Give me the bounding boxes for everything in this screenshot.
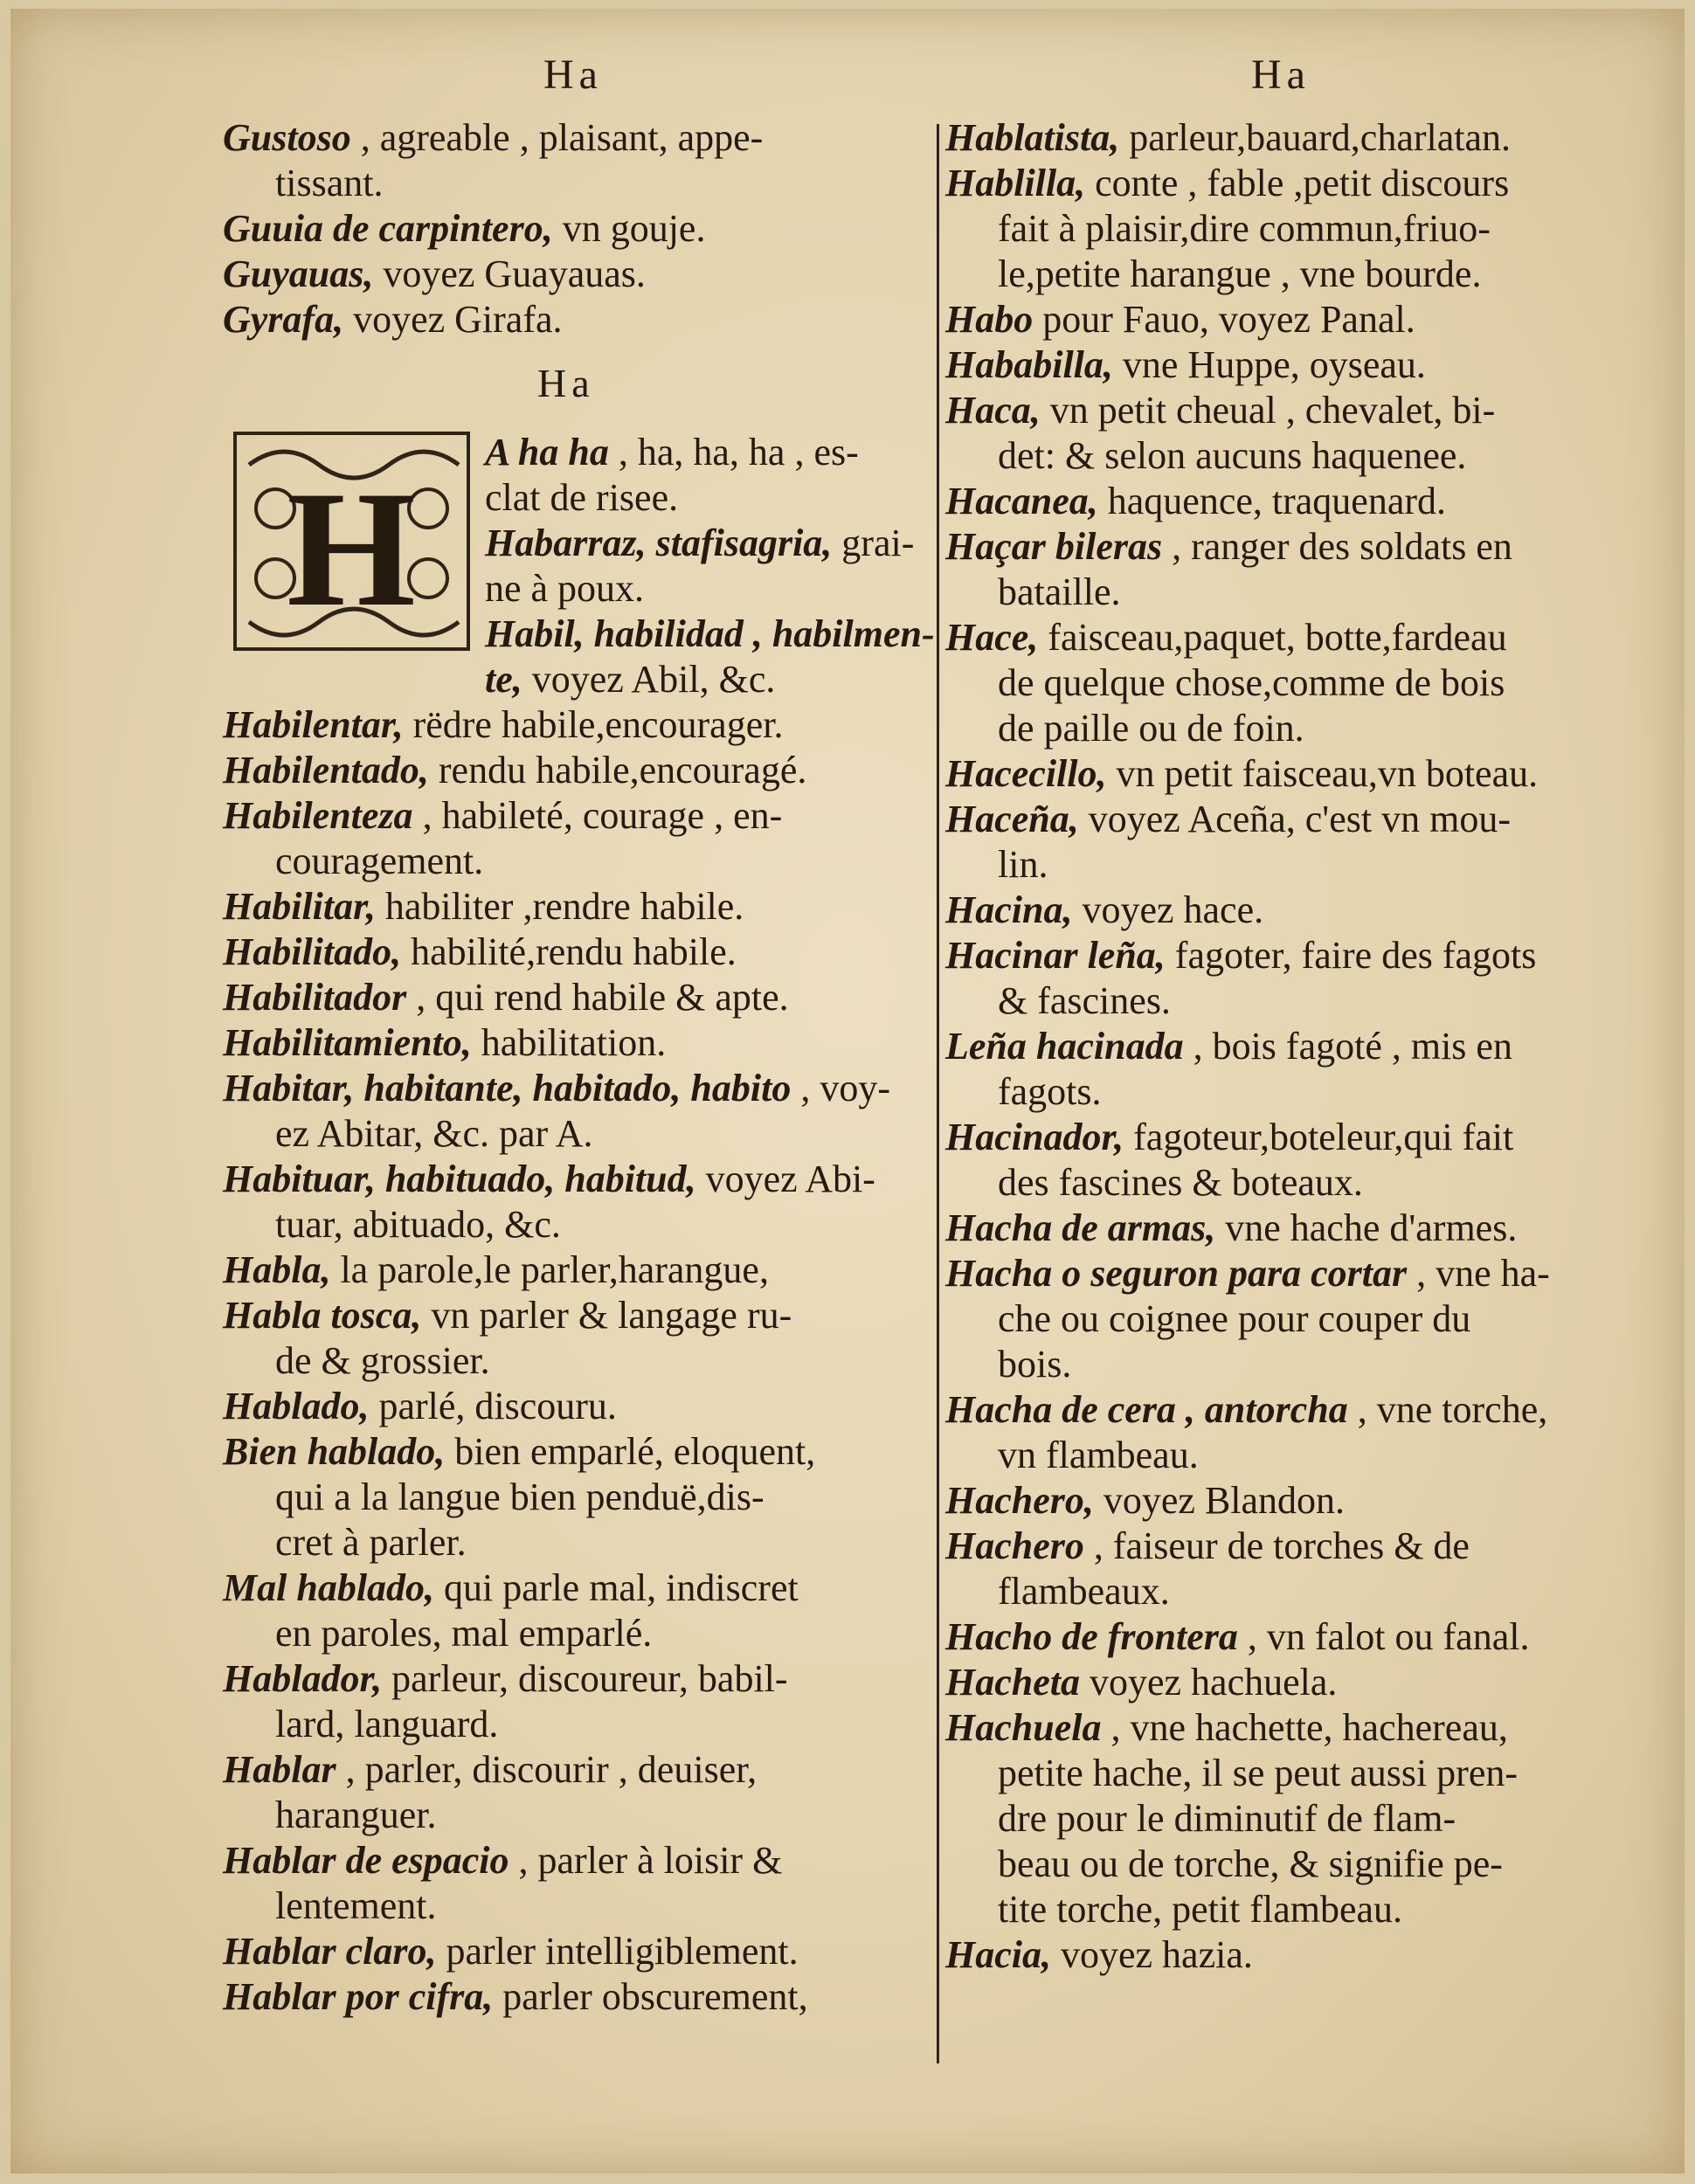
definition: voyez Blandon. xyxy=(1103,1479,1346,1522)
headword: Hachero, xyxy=(945,1479,1094,1522)
definition: de quelque chose,comme de bois xyxy=(998,661,1505,704)
headword: Guuia de carpintero, xyxy=(223,207,553,250)
headword: Hacheta xyxy=(945,1661,1080,1704)
headword: Habla tosca, xyxy=(223,1294,422,1337)
entry-line xyxy=(945,115,1511,161)
entry-line xyxy=(223,1929,799,1974)
entry-line xyxy=(945,1251,1550,1296)
entry-line xyxy=(945,1069,1102,1115)
entry-line xyxy=(223,1157,875,1202)
entry-line xyxy=(223,1338,490,1384)
entry-line xyxy=(223,793,782,839)
entry-line xyxy=(945,1160,1363,1206)
definition: rendu habile,encouragé. xyxy=(438,749,807,791)
entry-line xyxy=(945,978,1171,1024)
definition: det: & selon aucuns haquenee. xyxy=(998,434,1467,477)
headword: Habil, habilidad , habilmen- xyxy=(485,612,935,655)
definition: vn parler & langage ru- xyxy=(431,1294,792,1337)
definition: vn gouje. xyxy=(562,207,706,250)
definition: de paille ou de foin. xyxy=(998,707,1304,750)
headword: Hablar por cifra, xyxy=(223,1975,494,2018)
definition: conte , fable ,petit discours xyxy=(1095,162,1510,204)
definition: dre pour le diminutif de flam- xyxy=(998,1797,1456,1840)
headword: te, xyxy=(485,658,522,701)
entry-line xyxy=(223,115,763,161)
headword: Haceña, xyxy=(945,798,1079,840)
headword: Haca, xyxy=(945,389,1041,432)
entry-line xyxy=(223,1520,467,1565)
definition: haranguer. xyxy=(275,1794,437,1836)
headword: Gustoso xyxy=(223,116,351,159)
entry-line xyxy=(223,1883,437,1929)
entry-line xyxy=(945,797,1511,842)
entry-line xyxy=(945,161,1509,206)
entry-line xyxy=(223,161,383,206)
headword: Hacha de cera , antorcha xyxy=(945,1388,1348,1431)
definition: , vne hachette, hachereau, xyxy=(1110,1706,1508,1749)
definition: ne à poux. xyxy=(485,567,645,610)
headword: Bien hablado, xyxy=(223,1430,446,1473)
definition: , vne torche, xyxy=(1357,1388,1548,1431)
entry-line xyxy=(945,388,1495,433)
entry-line xyxy=(223,1475,764,1520)
headword: Hacecillo, xyxy=(945,752,1107,795)
entry-line xyxy=(945,706,1304,751)
definition: le,petite harangue , vne bourde. xyxy=(998,252,1482,295)
entry-line xyxy=(945,1342,1071,1387)
definition: rëdre habile,encourager. xyxy=(412,703,784,746)
definition: , vne ha- xyxy=(1416,1252,1550,1295)
headword: Mal hablado, xyxy=(223,1566,435,1609)
definition: couragement. xyxy=(275,840,484,882)
definition: bataille. xyxy=(998,570,1121,613)
svg-text:H: H xyxy=(287,458,416,641)
entry-line xyxy=(223,975,789,1020)
definition: , ha, ha, ha , es- xyxy=(618,431,859,473)
headword: Hachero xyxy=(945,1524,1084,1567)
entry-line xyxy=(945,1433,1199,1478)
definition: flambeaux. xyxy=(998,1570,1170,1613)
ornamental-initial xyxy=(232,430,472,653)
headword: Habilitar, xyxy=(223,885,376,928)
definition: , habileté, courage , en- xyxy=(422,794,783,837)
entry-line xyxy=(945,1842,1503,1887)
definition: lin. xyxy=(998,843,1048,886)
headword: Habo xyxy=(945,298,1034,341)
headword: Hacinador, xyxy=(945,1116,1124,1158)
entry-line xyxy=(945,206,1491,252)
headword: Hacinar leña, xyxy=(945,934,1166,977)
running-head-left: Ha xyxy=(543,52,603,98)
definition: vn petit faisceau,vn boteau. xyxy=(1116,752,1539,795)
headword: Habituar, habituado, habitud, xyxy=(223,1158,696,1200)
book-page xyxy=(10,9,1685,2174)
definition: petite hache, il se peut aussi pren- xyxy=(998,1752,1519,1794)
entry-line xyxy=(945,1569,1170,1614)
definition: lentement. xyxy=(275,1884,437,1927)
definition: voyez Guayauas. xyxy=(383,252,646,295)
definition: vn flambeau. xyxy=(998,1434,1199,1476)
entry-line xyxy=(223,1111,593,1157)
headword: Hablador, xyxy=(223,1657,383,1700)
entry-line xyxy=(223,206,705,252)
definition: voyez hace. xyxy=(1082,888,1264,931)
entry-line xyxy=(485,475,678,521)
headword: Hablilla, xyxy=(945,162,1086,204)
entry-line xyxy=(485,566,644,612)
definition: , ranger des soldats en xyxy=(1172,525,1512,568)
entry-line xyxy=(945,1614,1529,1660)
definition: voyez hazia. xyxy=(1060,1933,1253,1976)
definition: habiliter ,rendre habile. xyxy=(384,885,744,928)
entry-line xyxy=(945,479,1446,524)
definition: vn petit cheual , chevalet, bi- xyxy=(1049,389,1496,432)
definition: grai- xyxy=(841,522,915,564)
entry-line xyxy=(223,1838,782,1883)
entry-line xyxy=(223,1565,799,1611)
entry-line xyxy=(223,1974,808,2020)
definition: faisceau,paquet, botte,fardeau xyxy=(1048,616,1507,659)
entry-line xyxy=(223,252,646,297)
definition: , qui rend habile & apte. xyxy=(416,976,789,1019)
entry-line xyxy=(945,342,1426,388)
headword: Hababilla, xyxy=(945,343,1113,386)
column-rule xyxy=(937,124,939,2063)
headword: Habarraz, stafisagria, xyxy=(485,522,833,564)
headword: Hace, xyxy=(945,616,1039,659)
headword: Habilitamiento, xyxy=(223,1021,472,1064)
entry-line xyxy=(223,1656,788,1702)
ornamental-initial-h-icon xyxy=(232,430,472,653)
definition: parleur, discoureur, babil- xyxy=(391,1657,788,1700)
entry-line xyxy=(945,751,1538,797)
definition: , parler à loisir & xyxy=(518,1839,783,1882)
entry-line xyxy=(945,1478,1345,1524)
definition: bien emparlé, eloquent, xyxy=(454,1430,816,1473)
definition: de & grossier. xyxy=(275,1339,490,1382)
headword: Hacha de armas, xyxy=(945,1206,1216,1249)
definition: tite torche, petit flambeau. xyxy=(998,1888,1403,1931)
headword: Gyrafa, xyxy=(223,298,344,341)
definition: la parole,le parler,harangue, xyxy=(340,1248,769,1291)
headword: Habilentado, xyxy=(223,749,429,791)
entry-line xyxy=(945,933,1536,978)
definition: che ou coignee pour couper du xyxy=(998,1297,1471,1340)
headword: Hacanea, xyxy=(945,480,1098,522)
entry-line xyxy=(485,612,935,657)
definition: parlé, discouru. xyxy=(378,1385,617,1427)
definition: habilitation. xyxy=(481,1021,667,1064)
definition: , agreable , plaisant, appe- xyxy=(360,116,764,159)
entry-line xyxy=(945,1932,1253,1978)
entry-line xyxy=(223,839,483,884)
entry-line xyxy=(223,702,783,748)
headword: Leña hacinada xyxy=(945,1025,1184,1068)
definition: bois. xyxy=(998,1343,1072,1386)
headword: Hablado, xyxy=(223,1385,370,1427)
headword: Habla, xyxy=(223,1248,331,1291)
entry-line xyxy=(945,1796,1456,1842)
entry-line xyxy=(945,1524,1470,1569)
definition: vne Huppe, oyseau. xyxy=(1122,343,1426,386)
entry-line xyxy=(223,1702,498,1747)
definition: & fascines. xyxy=(998,979,1171,1022)
entry-line xyxy=(945,433,1466,479)
definition: tuar, abituado, &c. xyxy=(275,1203,561,1246)
definition: voyez Abi- xyxy=(705,1158,875,1200)
definition: cret à parler. xyxy=(275,1521,467,1564)
entry-line xyxy=(223,1384,617,1429)
definition: qui a la langue bien penduë,dis- xyxy=(275,1476,764,1518)
definition: fagoter, faire des fagots xyxy=(1174,934,1537,977)
headword: Hacia, xyxy=(945,1933,1051,1976)
entry-line xyxy=(223,1293,792,1338)
entry-line xyxy=(223,1611,652,1656)
section-head: Ha xyxy=(537,361,595,405)
definition: , vn falot ou fanal. xyxy=(1247,1615,1530,1658)
headword: Hacho de frontera xyxy=(945,1615,1238,1658)
entry-line xyxy=(223,1202,561,1248)
headword: Hablar claro, xyxy=(223,1930,437,1973)
headword: Guyauas, xyxy=(223,252,374,295)
entry-line xyxy=(945,1887,1402,1932)
entry-line xyxy=(485,521,914,566)
entry-line xyxy=(945,1206,1517,1251)
definition: , voy- xyxy=(800,1067,891,1109)
headword: Hablatista, xyxy=(945,116,1120,159)
entry-line xyxy=(223,297,563,342)
entry-line xyxy=(223,1429,815,1475)
headword: Hacha o seguron para cortar xyxy=(945,1252,1408,1295)
entry-line xyxy=(945,524,1512,570)
definition: qui parle mal, indiscret xyxy=(444,1566,799,1609)
definition: fait à plaisir,dire commun,friuo- xyxy=(998,207,1491,250)
running-head-right: Ha xyxy=(1251,52,1311,98)
definition: voyez hachuela. xyxy=(1089,1661,1338,1704)
entry-line xyxy=(485,657,775,702)
definition: , bois fagoté , mis en xyxy=(1193,1025,1512,1068)
entry-line xyxy=(223,884,744,930)
definition: en paroles, mal emparlé. xyxy=(275,1612,653,1655)
entry-line xyxy=(223,1066,890,1111)
headword: Hacina, xyxy=(945,888,1073,931)
definition: vne hache d'armes. xyxy=(1225,1206,1518,1249)
definition: voyez Aceña, c'est vn mou- xyxy=(1088,798,1511,840)
definition: voyez Abil, &c. xyxy=(531,658,776,701)
entry-line xyxy=(945,297,1415,342)
entry-line xyxy=(223,1793,436,1838)
entry-line xyxy=(223,748,806,793)
headword: Haçar bileras xyxy=(945,525,1163,568)
entry-line xyxy=(485,430,859,475)
definition: lard, languard. xyxy=(275,1703,499,1745)
definition: pour Fauo, voyez Panal. xyxy=(1042,298,1415,341)
definition: clat de risee. xyxy=(485,476,679,519)
definition: fagoteur,boteleur,qui fait xyxy=(1133,1116,1514,1158)
definition: parleur,bauard,charlatan. xyxy=(1129,116,1512,159)
entry-line xyxy=(945,660,1505,706)
entry-line xyxy=(223,930,737,975)
entry-line xyxy=(945,615,1507,660)
definition: parler obscurement, xyxy=(502,1975,808,2018)
definition: habilité,rendu habile. xyxy=(411,930,737,973)
entry-line xyxy=(223,1747,757,1793)
headword: Habilentar, xyxy=(223,703,404,746)
headword: Habitar, habitante, habitado, habito xyxy=(223,1067,792,1109)
definition: , faiseur de torches & de xyxy=(1093,1524,1470,1567)
headword: A ha ha xyxy=(485,431,609,473)
entry-line xyxy=(945,570,1121,615)
definition: tissant. xyxy=(275,162,384,204)
entry-line xyxy=(945,1660,1337,1705)
entry-line xyxy=(945,888,1263,933)
definition: beau ou de torche, & signifie pe- xyxy=(998,1842,1503,1885)
headword: Habilitador xyxy=(223,976,407,1019)
definition: , parler, discourir , deuiser, xyxy=(345,1748,758,1791)
entry-line xyxy=(223,1248,769,1293)
headword: Hablar de espacio xyxy=(223,1839,509,1882)
entry-line xyxy=(223,1020,666,1066)
entry-line xyxy=(945,1751,1518,1796)
definition: fagots. xyxy=(998,1070,1102,1113)
entry-line xyxy=(945,252,1481,297)
headword: Hachuela xyxy=(945,1706,1102,1749)
definition: ez Abitar, &c. par A. xyxy=(275,1112,593,1155)
entry-line xyxy=(945,1387,1547,1433)
entry-line xyxy=(945,1024,1512,1069)
definition: des fascines & boteaux. xyxy=(998,1161,1363,1204)
headword: Habilenteza xyxy=(223,794,413,837)
headword: Hablar xyxy=(223,1748,336,1791)
entry-line xyxy=(945,1296,1470,1342)
entry-line xyxy=(945,1115,1513,1160)
headword: Habilitado, xyxy=(223,930,402,973)
entry-line xyxy=(945,1705,1508,1751)
definition: parler intelligiblement. xyxy=(446,1930,799,1973)
entry-line xyxy=(945,842,1048,888)
definition: voyez Girafa. xyxy=(353,298,563,341)
definition: haquence, traquenard. xyxy=(1107,480,1446,522)
